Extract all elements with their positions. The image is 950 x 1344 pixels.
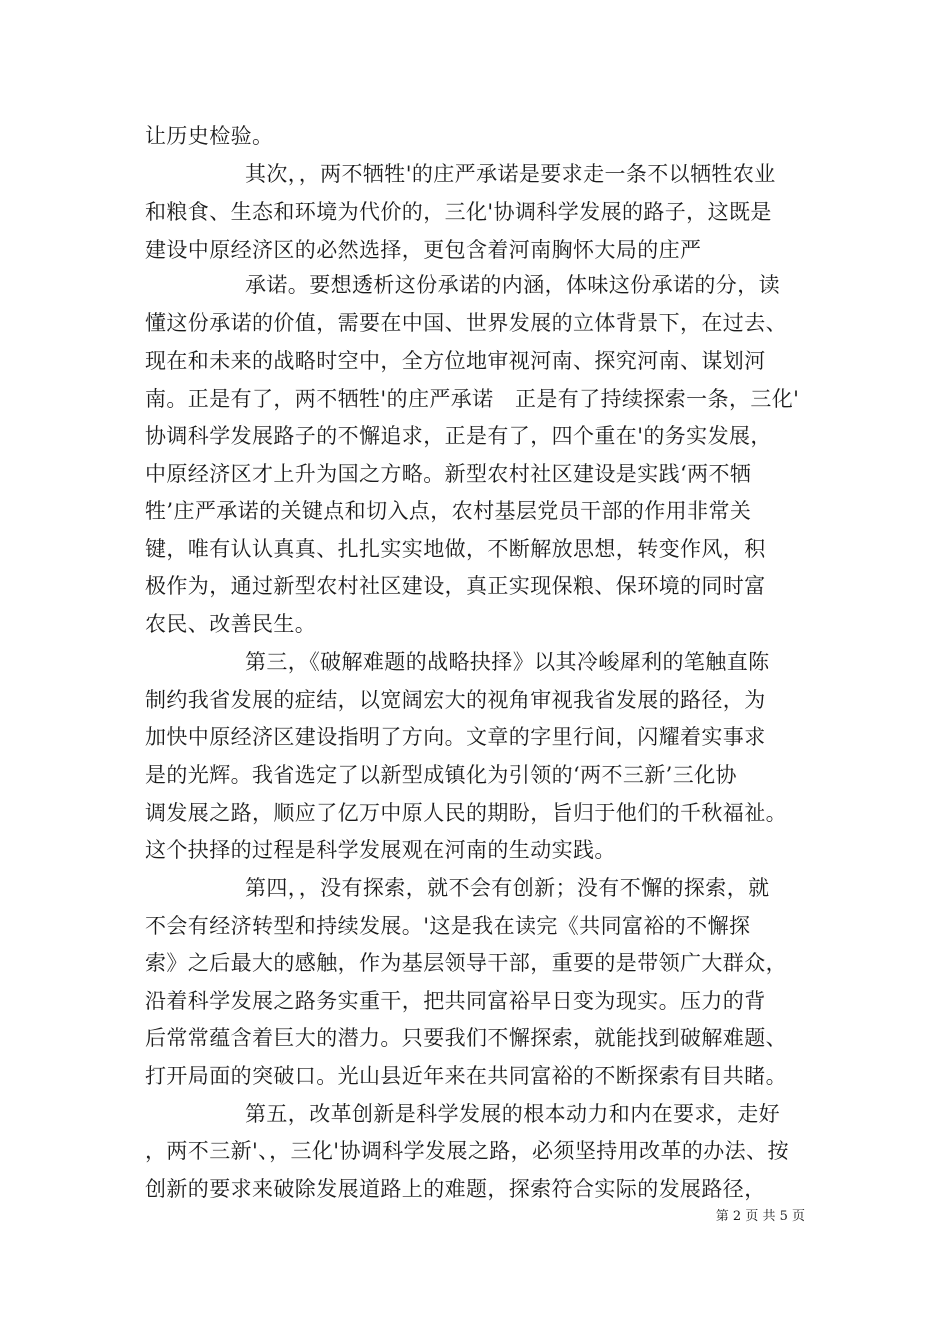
text-line: 懂这份承诺的价值，需要在中国、世界发展的立体背景下，在过去、: [145, 311, 787, 335]
text-line: 南。正是有了，两不牺牲'的庄严承诺 正是有了持续探索一条，三化': [145, 387, 800, 411]
paragraph-start: 第四，，没有探索，就不会有创新；没有不懈的探索，就: [245, 876, 770, 900]
text-line: 打开局面的突破口。光山县近年来在共同富裕的不断探索有目共睹。: [145, 1064, 787, 1088]
paragraph-start: 第三，《破解难题的战略抉择》以其冷峻犀利的笔触直陈: [245, 650, 770, 674]
paragraph-start: 其次，，两不牺牲'的庄严承诺是要求走一条不以牺牲农业: [245, 162, 776, 186]
text-line: 这个抉择的过程是科学发展观在河南的生动实践。: [145, 838, 616, 862]
text-line: 和粮食、生态和环境为代价的，三化'协调科学发展的路子，这既是: [145, 200, 772, 224]
text-line: 让历史检验。: [145, 124, 274, 148]
text-line: 后常常蕴含着巨大的潜力。只要我们不懈探索，就能找到破解难题、: [145, 1026, 787, 1050]
text-line: 协调科学发展路子的不懈追求，正是有了，四个重在'的务实发展，: [145, 424, 772, 448]
text-line: 索》之后最大的感触，作为基层领导干部，重要的是带领广大群众，: [145, 951, 787, 975]
text-line: 建设中原经济区的必然选择，更包含着河南胸怀大局的庄严: [145, 238, 702, 262]
text-line: 制约我省发展的症结，以宽阔宏大的视角审视我省发展的路径，为: [145, 688, 766, 712]
text-line: 调发展之路，顺应了亿万中原人民的期盼，旨归于他们的千秋福祉。: [145, 801, 787, 825]
page-number: 第 2 页 共 5 页: [715, 1209, 805, 1224]
text-line: 现在和未来的战略时空中，全方位地审视河南、探究河南、谋划河: [145, 349, 766, 373]
text-line: 承诺。要想透析这份承诺的内涵，体味这份承诺的分，读: [245, 273, 780, 297]
text-line: 是的光辉。我省选定了以新型成镇化为引领的‘两不三新’三化协: [145, 763, 737, 787]
text-line: 不会有经济转型和持续发展。'这是我在读完《共同富裕的不懈探: [145, 914, 751, 938]
paragraph-start: 第五，改革创新是科学发展的根本动力和内在要求，走好: [245, 1102, 780, 1126]
text-line: 牲’庄严承诺的关键点和切入点，农村基层党员干部的作用非常关: [145, 499, 752, 523]
text-line: 加快中原经济区建设指明了方向。文章的字里行间，闪耀着实事求: [145, 725, 766, 749]
text-line: 农民、改善民生。: [145, 612, 317, 636]
text-line: ，两不三新'、，三化'协调科学发展之路，必须坚持用改革的办法、按: [145, 1139, 789, 1163]
text-line: 键，唯有认认真真、扎扎实实地做，不断解放思想，转变作风，积: [145, 537, 766, 561]
text-line: 中原经济区才上升为国之方略。新型农村社区建设是实践‘两不牺: [145, 462, 752, 486]
text-line: 沿着科学发展之路务实重干，把共同富裕早日变为现实。压力的背: [145, 989, 766, 1013]
text-line: 极作为，通过新型农村社区建设，真正实现保粮、保环境的同时富: [145, 574, 766, 598]
text-line: 创新的要求来破除发展道路上的难题，探索符合实际的发展路径，: [145, 1177, 766, 1201]
